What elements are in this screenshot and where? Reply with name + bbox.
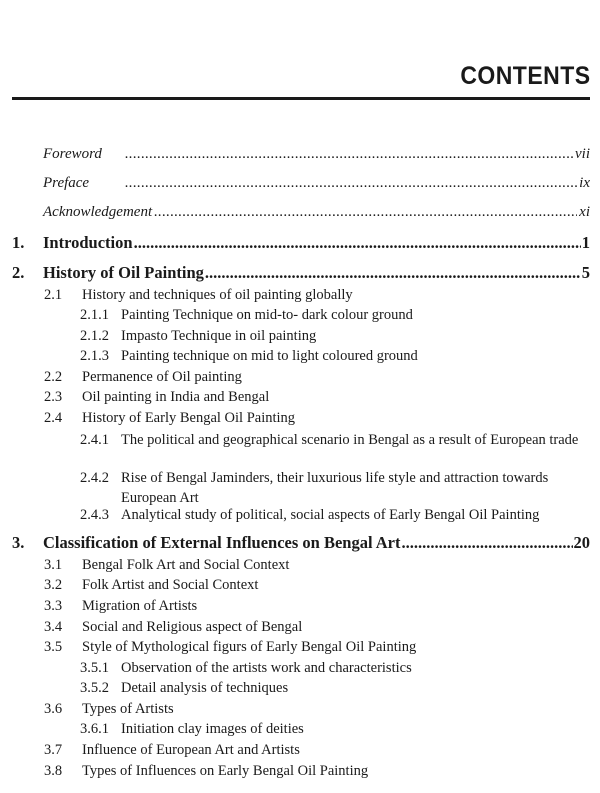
toc-section-3-4[interactable] <box>44 619 590 636</box>
section-title: History of Early Bengal Oil Painting <box>82 410 296 426</box>
section-number: 2.3 <box>44 389 63 405</box>
toc-section-2-3[interactable] <box>44 389 590 406</box>
leader-dots <box>205 263 581 283</box>
section-title: History and techniques of oil painting globally <box>82 287 353 303</box>
section-number: 2.1 <box>44 287 63 303</box>
section-title: Influence of European Art and Artists <box>82 742 300 758</box>
toc-chapter-2[interactable] <box>12 263 590 283</box>
chapter-number: 1. <box>12 233 25 252</box>
subsection-number: 2.4.3 <box>80 507 109 523</box>
toc-section-3-6[interactable] <box>44 701 590 718</box>
subsection-number: 2.4.1 <box>80 432 109 448</box>
subsection-number: 3.5.1 <box>80 660 109 676</box>
subsection-title: The political and geographical scenario in Bengal as a result of European trade <box>121 432 579 448</box>
leader-dots <box>134 233 581 253</box>
section-number: 3.7 <box>44 742 63 758</box>
chapter-page: 1 <box>581 233 590 252</box>
subsection-title: Analytical study of political, social aspects of Early Bengal Oil Painting <box>121 507 540 523</box>
toc-section-2-1[interactable] <box>44 287 590 304</box>
toc-section-3-2[interactable] <box>44 577 590 594</box>
section-number: 3.8 <box>44 763 63 779</box>
section-title: Folk Artist and Social Context <box>82 577 259 593</box>
leader-dots <box>154 204 577 221</box>
title-rule <box>12 97 590 100</box>
entry-page: ix <box>579 175 590 191</box>
subsection-title: Detail analysis of techniques <box>121 680 289 696</box>
section-title: Social and Religious aspect of Bengal <box>82 619 303 635</box>
section-number: 3.3 <box>44 598 63 614</box>
chapter-number: 3. <box>12 533 25 552</box>
toc-section-3-7[interactable] <box>44 742 590 759</box>
subsection-title: Painting technique on mid to light coloured ground <box>121 348 418 364</box>
subsection-number: 2.1.3 <box>80 348 109 364</box>
section-title: Migration of Artists <box>82 598 198 614</box>
section-title: Oil painting in India and Bengal <box>82 389 270 405</box>
entry-label: Preface <box>43 175 90 191</box>
section-number: 2.4 <box>44 410 63 426</box>
chapter-number: 2. <box>12 263 25 282</box>
leader-dots <box>402 533 573 553</box>
toc-subsection-2-1-1[interactable] <box>80 307 590 324</box>
leader-dots <box>125 146 573 163</box>
entry-label: Foreword <box>43 146 102 162</box>
toc-subsection-2-4-3[interactable] <box>80 507 590 524</box>
toc-subsection-2-4-2[interactable] <box>80 468 590 508</box>
section-title: Bengal Folk Art and Social Context <box>82 557 290 573</box>
toc-subsection-3-6-1[interactable] <box>80 721 590 738</box>
toc-chapter-1[interactable] <box>12 233 590 253</box>
subsection-title: Impasto Technique in oil painting <box>121 328 317 344</box>
toc-section-3-1[interactable] <box>44 557 590 574</box>
toc-section-3-5[interactable] <box>44 639 590 656</box>
toc-entry-acknowledgement[interactable] <box>43 204 590 221</box>
toc-chapter-3[interactable] <box>12 533 590 553</box>
chapter-title: Classification of External Influences on Bengal Art <box>43 533 401 552</box>
toc-section-2-4[interactable] <box>44 410 590 427</box>
subsection-number: 3.6.1 <box>80 721 109 737</box>
section-number: 3.1 <box>44 557 63 573</box>
chapter-page: 5 <box>581 263 590 282</box>
entry-page: vii <box>575 146 590 162</box>
leader-dots <box>125 175 577 192</box>
subsection-title: Painting Technique on mid-to- dark colour ground <box>121 307 413 323</box>
section-title: Permanence of Oil painting <box>82 369 242 385</box>
subsection-title: Rise of Bengal Jaminders, their luxurious life style and attraction towards European Art <box>121 470 549 506</box>
section-title: Types of Influences on Early Bengal Oil Painting <box>82 763 369 779</box>
subsection-title: Observation of the artists work and characteristics <box>121 660 412 676</box>
entry-page: xi <box>579 204 590 220</box>
section-number: 2.2 <box>44 369 63 385</box>
chapter-title: History of Oil Painting <box>43 263 204 282</box>
chapter-page: 20 <box>573 533 590 552</box>
toc-subsection-2-1-2[interactable] <box>80 328 590 345</box>
section-number: 3.2 <box>44 577 63 593</box>
toc-subsection-2-1-3[interactable] <box>80 348 590 365</box>
subsection-number: 3.5.2 <box>80 680 109 696</box>
section-number: 3.6 <box>44 701 63 717</box>
section-title: Style of Mythological figurs of Early Bengal Oil Painting <box>82 639 417 655</box>
section-number: 3.5 <box>44 639 63 655</box>
chapter-title: Introduction <box>43 233 133 252</box>
toc-section-3-8[interactable] <box>44 763 590 780</box>
toc-entry-preface[interactable] <box>43 175 590 192</box>
section-title: Types of Artists <box>82 701 174 717</box>
toc-section-3-3[interactable] <box>44 598 590 615</box>
toc-entry-foreword[interactable] <box>43 146 590 163</box>
toc-subsection-2-4-1[interactable] <box>80 430 590 450</box>
toc-subsection-3-5-2[interactable] <box>80 680 590 697</box>
page-title: CONTENTS <box>459 62 590 90</box>
subsection-title: Initiation clay images of deities <box>121 721 304 737</box>
toc-subsection-3-5-1[interactable] <box>80 660 590 677</box>
subsection-number: 2.4.2 <box>80 470 109 486</box>
subsection-number: 2.1.1 <box>80 307 109 323</box>
subsection-number: 2.1.2 <box>80 328 109 344</box>
toc-section-2-2[interactable] <box>44 369 590 386</box>
section-number: 3.4 <box>44 619 63 635</box>
entry-label: Acknowledgement <box>43 204 153 220</box>
